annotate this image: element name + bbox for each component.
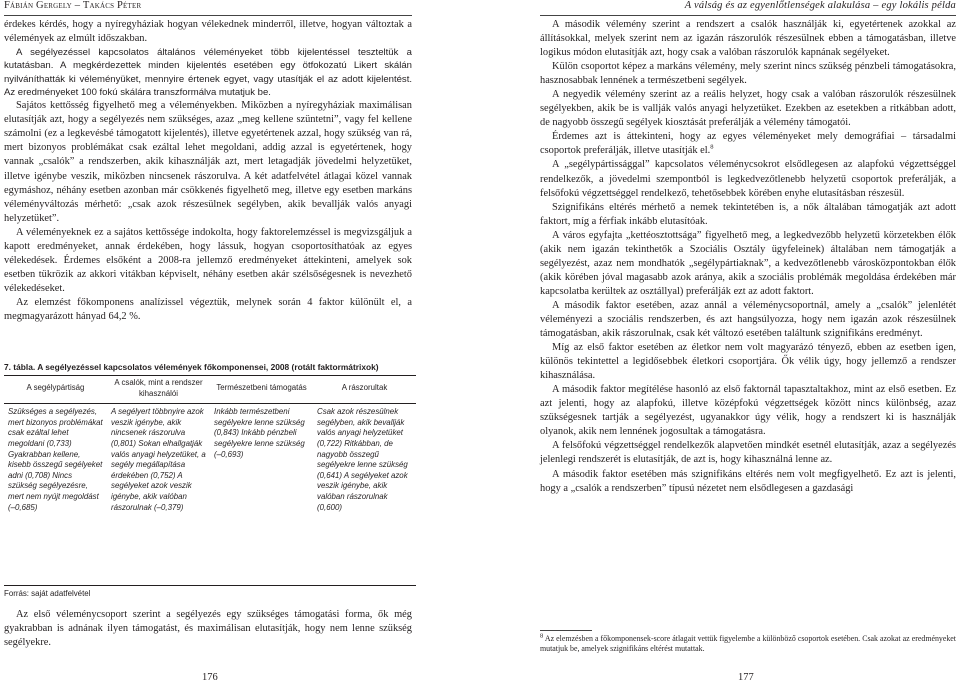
table-cell: A segélyert többnyire azok veszik igénybe, akik nincsenek rászorulva (0,801) Sokan elhallgatják valós anyagi helyzetüket, a segély megállapítása érdekében (0,752) A segélyeket azok veszik igénybe, akik valóban rászorulnak (–0,379) (111, 407, 206, 512)
header-rule (4, 15, 412, 16)
paragraph: A második vélemény szerint a rendszert a csalók használják ki, egyetértenek azokkal az állításokkal, melyek szerint nem az igazán rászorulók részesülnek ebben a támogatásban, illetve logikus módon elutasítják azt, hogy csak a valóban rászorulók kapnának segélyeket. (540, 19, 956, 59)
table-source: Forrás: saját adatfelvétel (4, 589, 91, 599)
table-header-cell: Természetbeni támogatás (210, 376, 313, 404)
table-cell: Csak azok részesülnek segélyben, akik bevallják valós anyagi helyzetüket (0,722) Ritkábban, de nagyobb összegű segélyekre lenne szükség (0,641) A segélyeket azok veszik igénybe, akik valóban rászorulnak (0,600) (317, 407, 408, 512)
page-number: 176 (202, 672, 218, 683)
paragraph-text: Érdemes azt is áttekinteni, hogy az egyes véleményeket mely demográfiai – társadalmi csoportok preferálják, illetve utasítják el. (540, 131, 956, 157)
paragraph: Külön csoportot képez a markáns vélemény, mely szerint nincs szükség pénzbeli támogatásokra, hasznosabbak lennének a természetbeni segélyek. (540, 61, 956, 87)
factor-table (4, 375, 416, 586)
table-header-cell: A rászorultak (313, 376, 416, 404)
footnote-rule (540, 630, 592, 631)
running-head-authors: Fábián Gergely – Takács Péter (4, 0, 142, 11)
paragraph: A második faktor megítélése hasonló az első faktornál tapasztaltakhoz, mint az első esetben. Ez azt jelenti, hogy az alapfokú, illetve középfokú végzettségek között nincs különbség, azaz szükségesnek tartják a segélyezést, ugyanakkor úgy vélik, hogy a rendszert ki is használják olyanok, akik nem lennének jogosultak a támogatásra. (540, 384, 956, 438)
table-header-cell: A csalók, mint a rendszer kihasználói (107, 376, 210, 404)
paragraph: A segélyezéssel kapcsolatos általános véleményeket több kijelentéssel teszteltük a kutatásban. A megkérdezettek minden kijelentés esetében egy ötfokozatú Likert skálán nyilváníthatták ki véleményüket, mennyire értenek egyet, vagy utasítják el az adott kijelentést. Az eredményeket 100 fokú skálára transzformálva mutatjuk be. (4, 47, 412, 98)
paragraph: A véleményeknek ez a sajátos kettőssége indokolta, hogy faktorelemzéssel is megvizsgáljuk a kapott eredményeket, annak érdekében, hogy lássuk, hogyan csoportosíthatóak az egyes vélekedések. Érdemes elsőként a 2008-ra jellemző eredményeket áttekinteni, amelyek sok esetben tükrözik az akkori vitákban képviselt, néhány esetben akár szélsőségesnek is nevezhető vélekedéseket. (4, 226, 412, 294)
header-rule (540, 15, 956, 16)
paragraph: A negyedik vélemény szerint az a reális helyzet, hogy csak a valóban rászorulók részesülnek segélyekben, akik be is vallják valós anyagi helyzetüket. Ezekben az esetekben a ritkábban adott, de nagyobb összegű segélyek kiosztását preferálják a vélemény támogatói. (540, 89, 956, 129)
right-page (480, 0, 960, 684)
left-lower-text (4, 608, 412, 650)
footnote (540, 634, 956, 654)
left-body-text (4, 18, 412, 324)
footnote-text: Az elemzésben a főkomponensek-score átlagait vettük figyelembe a különböző csoportok esetében. Csak azokat az eredményeket mutatjuk be, amelyek szignifikáns eltérést mutattak. (540, 634, 956, 654)
paragraph (540, 130, 956, 158)
paragraph: A második faktor esetében, azaz annál a véleménycsoportnál, amely a „csalók” jelenlétét véleményezi a szociális rendszerben, és azt hangsúlyozza, hogy nem igazán azok részesülnek támogatásban, akik rászorulnak, csak két változó esetében találtunk szignifikáns eredményt. (540, 299, 956, 340)
factor-table-block (4, 362, 416, 598)
right-body-text (540, 18, 956, 496)
paragraph: Sajátos kettősség figyelhető meg a véleményekben. Miközben a nyíregyháziak maximálisan elutasítják azt, hogy a segélyezés nem szükséges, azaz „meg kellene szüntetni”, vagy fel kellene számolni (ez a legkevésbé támogatott kijelentés), illetve egyetértenek azzal, hogy szükség van rá, mert bizonyos problémákat csak ezáltal lehet megoldani, addig azzal is egyetértenek, hogy vannak „csalók” a rendszerben, akik kihasználják azt, mert letagadják jövedelmi helyzetüket, illetve igénybe veszik, miközben nincsenek rászorulva. A két adatfelvétel átlagai közel vannak egymáshoz, néhány esetben azonban már csökkenés figyelhető meg, illetve egy esetben markáns véleményváltozás mérhető: „csak azok részesülnek segélyben, akik bevallják valós anyagi helyzetüket”. (4, 100, 412, 224)
paragraph: A „segélypártissággal” kapcsolatos véleménycsokrot elsődlegesen az alapfokú végzettséggel rendelkezők, a jövedelmi szempontból is legkedvezőtlenebb helyzetű csoportok preferálják, a felsőfokú végzettséggel rendelkező, tehetősebbek körében enyhe elutasításban részesül. (540, 159, 956, 199)
paragraph: A város egyfajta „kettéosztottsága” figyelhető meg, a legkedvezőbb helyzetű körzetekben élők (akik nem igazán tekinthetők a Szociális Osztály ügyfeleinek) általában nem támogatják a segélyezést, azaz nem mondhatók „segélypártiaknak”, a kedvezőtlenebb városközpontokban élők (akik körében jóval magasabb azok aránya, akik a szociális problémák megoldása érdekében már kapcsolatba kerültek az osztállyal) preferálják ezt az adott faktort. (540, 229, 956, 297)
table-header-cell: A segélypártiság (4, 376, 107, 404)
paragraph: érdekes kérdés, hogy a nyíregyháziak hogyan vélekednek minderről, illetve, hogyan változtak a vélemények az elmúlt időszakban. (4, 19, 412, 45)
table-row (4, 404, 416, 586)
table-cell: Inkább természetbeni segélyekre lenne szükség (0,843) Inkább pénzbeli segélyekre lenne szükség (–0,693) (214, 407, 305, 459)
paragraph: A felsőfokú végzettséggel rendelkezők alapvetően mindkét esetnél elutasítják, azaz a segélyezés jelenlegi rendszerét is elutasítják, de azt is, hogy kihasználná lenne az. (540, 440, 956, 466)
footnote-marker: 8 (540, 632, 544, 640)
page-number: 177 (738, 672, 754, 683)
paragraph: A második faktor esetében más szignifikáns eltérés nem volt megfigyelhető. Ez azt is jelenti, hogy a „csalók a rendszerben” típusú nézetet nem elsődlegesen a gazdasági (540, 468, 956, 494)
paragraph: Szignifikáns eltérés mérhető a nemek tekintetében is, a nők általában támogatják azt adott faktort, míg a férfiak inkább elutasítóak. (540, 201, 956, 227)
table-title: 7. tábla. A segélyezéssel kapcsolatos vélemények főkomponensei, 2008 (rotált faktormátrixok) (4, 362, 379, 372)
paragraph: Az első véleménycsoport szerint a segélyezés egy szükséges támogatási forma, ők még gyakrabban is adnának ilyen támogatást, és maximálisan elutasítják, hogy nem lenne szükség segélyekre. (4, 609, 412, 649)
table-cell: Szükséges a segélyezés, mert bizonyos problémákat csak ezáltal lehet megoldani (0,733) Gyakrabban kellene, kisebb összegű segélyeket adni (0,708) Nincs szükség segélyezésre, mert nem nyújt megoldást (–0,685) (8, 407, 103, 512)
paragraph: Míg az első faktor esetében az életkor nem volt magyarázó tényező, ebben az esetben igen, különös tekintettel a legidősebbek életkori csoportjára. Ők vélik úgy, hogy jellemző a rendszer kihasználása. (540, 342, 956, 382)
footnote-reference[interactable]: 8 (710, 143, 714, 151)
running-head-title: A válság és az egyenlőtlenségek alakulása – egy lokális példa (684, 0, 956, 11)
paragraph: Az elemzést főkomponens analízissel végeztük, melynek során 4 faktor különült el, a megmagyarázott hányad 64,2 %. (4, 296, 412, 322)
